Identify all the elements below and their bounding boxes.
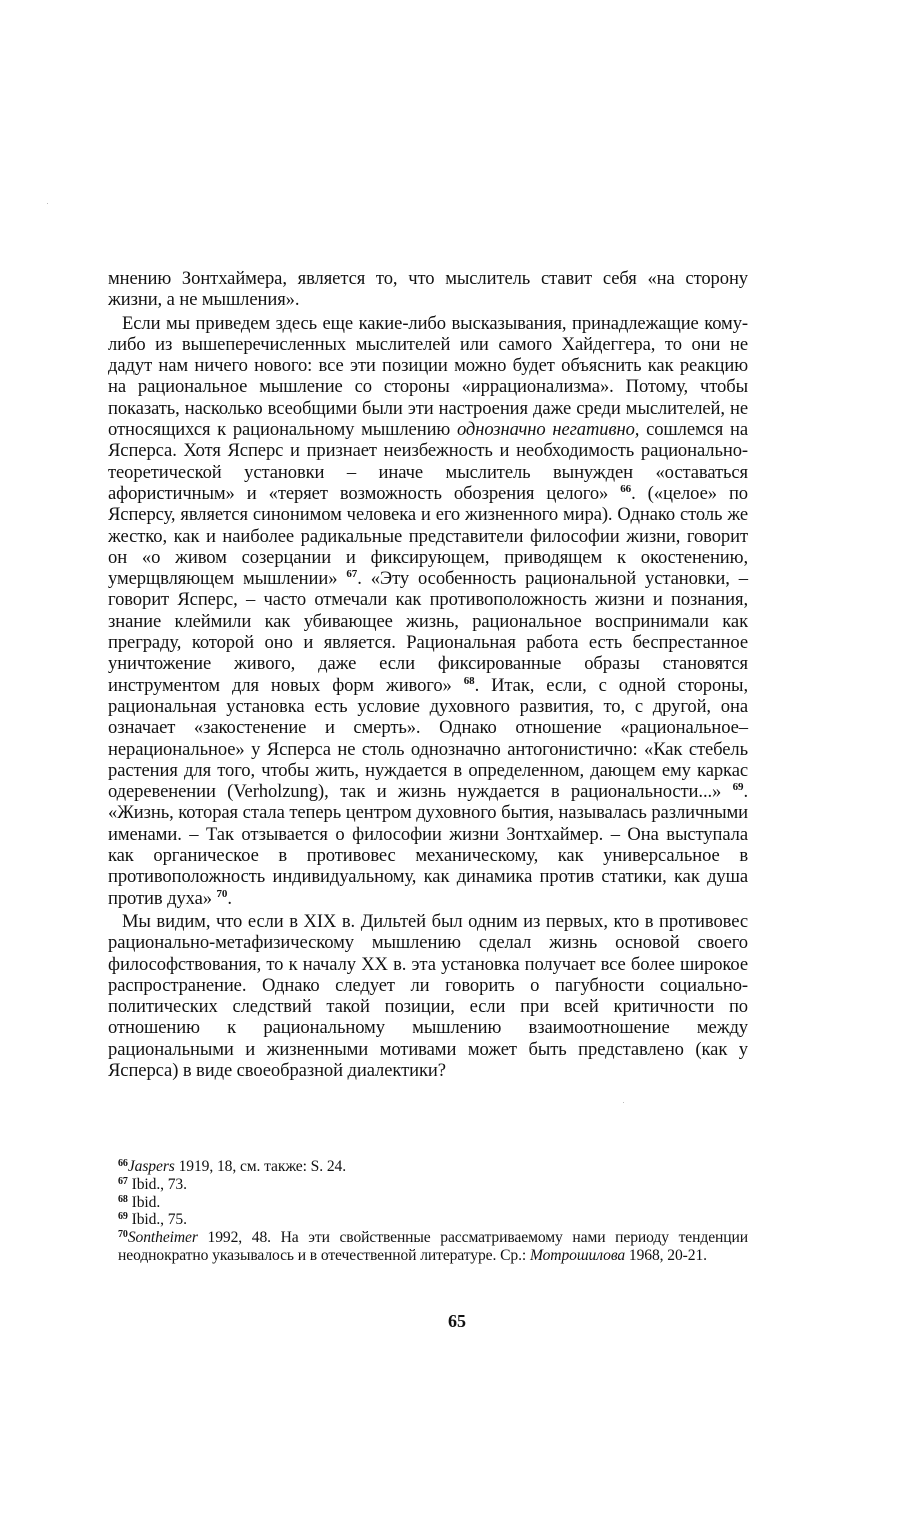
paragraph-1: мнению Зонтхаймера, является то, что мыслитель ставит себя «на сторону жизни, а не мышления».	[108, 268, 748, 311]
footnote-text: 1919, 18, см. также: S. 24.	[174, 1158, 347, 1175]
footnote-number: 68	[118, 1193, 128, 1205]
footnote-68	[118, 1194, 748, 1212]
footnote-number: 67	[118, 1175, 128, 1187]
footnote-ref-69[interactable]: 69	[732, 781, 744, 794]
italic-phrase: однозначно негативно,	[456, 419, 640, 441]
footnotes	[118, 1158, 748, 1265]
footnote-author: Sontheimer	[127, 1229, 198, 1247]
footnote-author: Jaspers	[127, 1158, 175, 1175]
footnote-number: 70	[118, 1229, 128, 1241]
footnote-ref-67[interactable]: 67	[346, 568, 358, 581]
footnote-ref-66[interactable]: 66	[620, 482, 632, 495]
footnote-66	[118, 1158, 748, 1176]
footnote-70	[118, 1229, 748, 1265]
footnote-text: 1992, 48. На эти свойственные рассматриваемому нами периоду тенденции неоднократно указывалось и в отечественной литературе. Ср.:	[118, 1229, 748, 1264]
text-segment: Если мы приведем здесь еще какие-либо высказывания, принадлежащие кому-либо из вышеперечисленных мыслителей или самого Хайдеггера, то они не дадут нам ничего нового: все эти позиции можно будет объяснить как реакцию на рациональное мышление со стороны «иррационализма». Потому, чтобы показать, насколько всеобщими были эти настроения даже среди мыслителей, не относящихся к рациональному мышлению	[108, 312, 748, 441]
footnote-ref-70[interactable]: 70	[216, 887, 228, 900]
page-number: 65	[448, 1311, 466, 1331]
text-segment: . «Жизнь, которая стала теперь центром духовного бытия, называлась различными именами. – Так отзывается о философии жизни Зонтхаймер. – Она выступала как органическое в противовес механическому, как универсальное в противоположность индивидуальному, как динамика против статики, как душа против духа»	[108, 781, 748, 909]
footnote-67	[118, 1176, 748, 1194]
paragraph-2	[108, 313, 748, 909]
footnote-text: 1968, 20-21.	[625, 1246, 707, 1264]
text-segment: сошлемся на Ясперса. Хотя Ясперс и признает неизбежность и необходимость рационально-теоретической установки – иначе мыслитель вынужден «оставаться афористичным» и «теряет возможность обозрения целого»	[108, 419, 748, 504]
footnote-text: Ibid., 75.	[127, 1211, 187, 1229]
footnote-69	[118, 1211, 748, 1229]
footnote-author: Мотрошилова	[529, 1246, 626, 1264]
footnote-number: 66	[118, 1158, 128, 1169]
footnote-text: Ibid., 73.	[127, 1175, 187, 1193]
text-segment: . Итак, если, с одной стороны, рациональная установка есть условие духовного развития, то, с другой, она означает «закостенение и смерть». Однако отношение «рациональное–нерациональное» у Ясперса не столь однозначно антогонистично: «Как стебель растения для того, чтобы жить, нуждается в определенном, дающем ему каркас одеревенении (Verholzung), так и жизнь нуждается в рациональности...»	[108, 674, 748, 803]
main-text	[108, 268, 748, 1081]
text-segment: . «Эту особенность рациональной установки, – говорит Ясперс, – часто отмечали как противоположность жизни и познания, знание клеймили как убивающее жизнь, рациональное воспринимали как преграду, которой оно и является. Рациональная работа есть беспрестанное уничтожение живого, даже если фиксированные образы становятся инструментом для новых форм живого»	[108, 568, 748, 696]
footnote-ref-68[interactable]: 68	[463, 674, 475, 687]
text-segment: . («целое» по Ясперсу, является синонимом человека и его жизненного мира). Однако столь же жестко, как и наиболее радикальные представители философии жизни, говорит он «о живом созерцании и фиксирующем, приводящем к окостенению, умерщвляющем мышлении»	[108, 482, 748, 590]
text-segment: .	[227, 887, 232, 909]
paragraph-3: Мы видим, что если в XIX в. Дильтей был одним из первых, кто в противовес рационально-метафизическому мышлению сделал жизнь основой своего философствования, то к началу XX в. эта установка получает все более широкое распространение. Однако следует ли говорить о пагубности социально-политических следствий такой позиции, если при всей критичности по отношению к рациональному мышлению взаимоотношение между рациональными и жизненными мотивами может быть представлено (как у Ясперса) в виде своеобразной диалектики?	[108, 910, 748, 1081]
footnote-text: Ibid.	[127, 1193, 161, 1211]
footnote-number: 69	[118, 1211, 128, 1223]
